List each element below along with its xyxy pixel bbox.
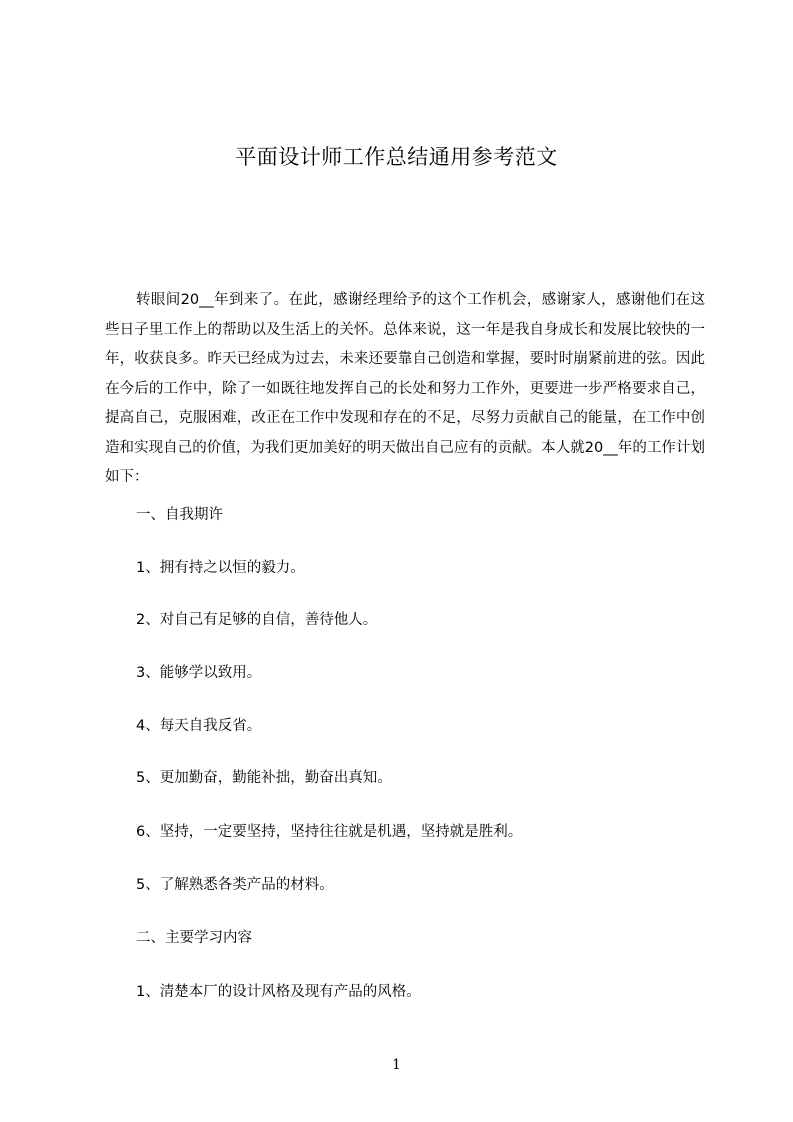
list-item: 6、坚持，一定要坚持，坚持往往就是机遇，坚持就是胜利。	[136, 824, 523, 840]
list-item: 4、每天自我反省。	[136, 718, 262, 734]
list-item: 3、能够学以致用。	[136, 665, 262, 681]
section-heading-main-learning: 二、主要学习内容	[136, 930, 252, 946]
list-item: 2、对自己有足够的自信，善待他人。	[136, 612, 378, 628]
list-item: 5、了解熟悉各类产品的材料。	[136, 877, 334, 893]
list-item: 1、拥有持之以恒的毅力。	[136, 560, 305, 576]
section-heading-self-expectation: 一、自我期许	[136, 507, 223, 523]
list-item: 5、更加勤奋，勤能补拙，勤奋出真知。	[136, 770, 392, 786]
document-title: 平面设计师工作总结通用参考范文	[235, 145, 558, 169]
intro-paragraph: 转眼间20__年到来了。在此，感谢经理给予的这个工作机会，感谢家人，感谢他们在这些日子里工作上的帮助以及生活上的关怀。总体来说，这一年是我自身成长和发展比较快的一年，收获良多。昨天已经成为过去，未来还要靠自己创造和掌握，要时时崩紧前进的弦。因此在今后的工作中，除了一如既往地发挥自己的长处和努力工作外，更要进一步严格要求自己，提高自己，克服困难，改正在工作中发现和存在的不足，尽努力贡献自己的能量，在工作中创造和实现自己的价值，为我们更加美好的明天做出自己应有的贡献。本人就20__年的工作计划如下：	[105, 292, 705, 485]
page-number: 1	[392, 1057, 401, 1073]
list-item: 1、清楚本厂的设计风格及现有产品的风格。	[136, 984, 421, 1000]
